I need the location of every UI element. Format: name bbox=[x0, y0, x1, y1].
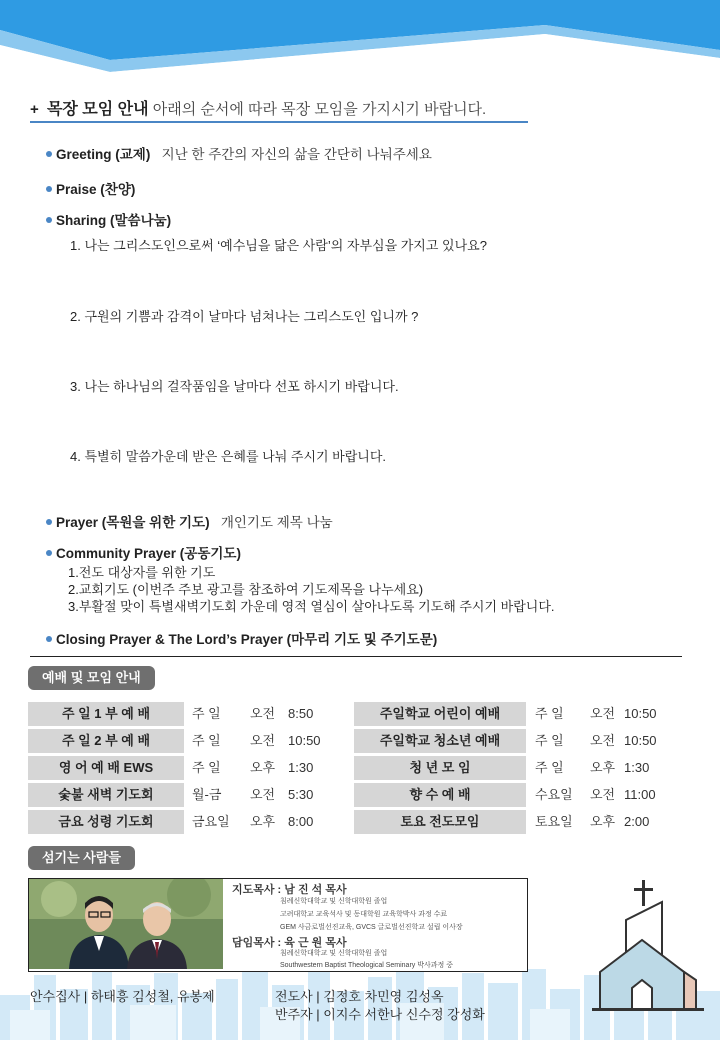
schedule-title: 예배 및 모임 안내 bbox=[28, 666, 155, 690]
closing-label: Closing Prayer & The Lord’s Prayer (마무리 기도 및 주기도문) bbox=[56, 632, 438, 647]
schedule-right-day-2: 주 일 bbox=[535, 733, 564, 748]
schedule-right-day-4: 수요일 bbox=[535, 787, 573, 802]
schedule-left-day-2: 주 일 bbox=[192, 733, 221, 748]
schedule-right-name-1: 주일학교 어린이 예배 bbox=[354, 702, 526, 726]
plus-icon: + bbox=[30, 101, 39, 118]
schedule-left-day-1: 주 일 bbox=[192, 706, 221, 721]
community-prayer-2: 2.교회기도 (이번주 주보 광고를 참조하여 기도제목을 나누세요) bbox=[68, 582, 424, 597]
schedule-left-name-3: 영 어 예 배 EWS bbox=[28, 756, 184, 780]
schedule-right-ampm-2: 오전 bbox=[590, 733, 616, 748]
schedule-right-name-3: 청 년 모 임 bbox=[354, 756, 526, 780]
community-prayer-1: 1.전도 대상자를 위한 기도 bbox=[68, 565, 216, 580]
schedule-left-ampm-3: 오후 bbox=[250, 760, 276, 775]
sharing-question-3: 3. 나는 하나님의 걸작품임을 날마다 선포 하시기 바랍니다. bbox=[70, 379, 399, 394]
schedule-left-day-3: 주 일 bbox=[192, 760, 221, 775]
footer-deacons: 안수집사 | 하태흥 김성철, 유봉제 bbox=[30, 989, 215, 1004]
community-prayer-3: 3.부활절 맞이 특별새벽기도회 가운데 영적 열심이 살아나도록 기도해 주시기 바랍니다. bbox=[68, 599, 555, 614]
schedule-right-ampm-3: 오후 bbox=[590, 760, 616, 775]
pastor2-heading: 담임목사 : 육 근 원 목사 bbox=[232, 937, 347, 949]
pastor1-line-1: 침례신학대학교 및 신학대학원 졸업 bbox=[280, 898, 388, 905]
schedule-right-time-4: 11:00 bbox=[624, 787, 656, 802]
schedule-right-day-5: 토요일 bbox=[535, 814, 573, 829]
schedule-right-day-1: 주 일 bbox=[535, 706, 564, 721]
schedule-right-time-5: 2:00 bbox=[624, 814, 650, 829]
bullet-icon bbox=[46, 186, 52, 192]
schedule-right-ampm-1: 오전 bbox=[590, 706, 616, 721]
schedule-right-time-2: 10:50 bbox=[624, 733, 657, 748]
schedule-left-day-4: 월-금 bbox=[192, 787, 222, 802]
schedule-left-time-3: 1:30 bbox=[288, 760, 314, 775]
section-underline bbox=[30, 121, 528, 123]
schedule-left-day-5: 금요일 bbox=[192, 814, 230, 829]
church-illustration bbox=[592, 880, 704, 1020]
praise-item bbox=[46, 178, 135, 198]
section-header bbox=[30, 96, 486, 119]
bullet-icon bbox=[46, 550, 52, 556]
greeting-item bbox=[46, 143, 432, 163]
sharing-question-4: 4. 특별히 말씀가운데 받은 은혜를 나눠 주시기 바랍니다. bbox=[70, 449, 387, 464]
schedule-right-name-2: 주일학교 청소년 예배 bbox=[354, 729, 526, 753]
schedule-right-name-4: 향 수 예 배 bbox=[354, 783, 526, 807]
praise-label: Praise (찬양) bbox=[56, 182, 136, 197]
sharing-item bbox=[46, 209, 171, 229]
schedule-left-name-4: 숯불 새벽 기도회 bbox=[28, 783, 184, 807]
bullet-icon bbox=[46, 151, 52, 157]
pastor1-line-2: 고려대학교 교육석사 및 동대학원 교육학박사 과정 수료 bbox=[280, 911, 448, 918]
pastor1-heading: 지도목사 : 남 진 석 목사 bbox=[232, 884, 347, 896]
schedule-left-ampm-2: 오전 bbox=[250, 733, 276, 748]
prayer-desc: 개인기도 제목 나눔 bbox=[220, 515, 333, 530]
greeting-label: Greeting (교제) bbox=[56, 147, 151, 162]
schedule-left-name-5: 금요 성령 기도회 bbox=[28, 810, 184, 834]
section-description: 아래의 순서에 따라 목장 모임을 가지시기 바랍니다. bbox=[152, 101, 487, 118]
schedule-left-ampm-1: 오전 bbox=[250, 706, 276, 721]
bullet-icon bbox=[46, 217, 52, 223]
bullet-icon bbox=[46, 636, 52, 642]
schedule-right-time-3: 1:30 bbox=[624, 760, 650, 775]
schedule-right-name-5: 토요 전도모임 bbox=[354, 810, 526, 834]
footer-evangelists: 전도사 | 김정호 차민영 김성옥 bbox=[275, 989, 444, 1004]
closing-item bbox=[46, 628, 437, 648]
prayer-item bbox=[46, 511, 333, 531]
prayer-label: Prayer (목원을 위한 기도) bbox=[56, 515, 210, 530]
schedule-left-ampm-5: 오후 bbox=[250, 814, 276, 829]
schedule-right-time-1: 10:50 bbox=[624, 706, 657, 721]
bullet-icon bbox=[46, 519, 52, 525]
community-prayer-label: Community Prayer (공동기도) bbox=[56, 546, 241, 561]
pastor1-line-3: GEM 사금로벌선진교육, GVCS 글로벌선진학교 설립 이사장 bbox=[280, 924, 463, 931]
schedule-left-ampm-4: 오전 bbox=[250, 787, 276, 802]
schedule-left-time-5: 8:00 bbox=[288, 814, 314, 829]
schedule-left-name-1: 주 일 1 부 예 배 bbox=[28, 702, 184, 726]
community-prayer-item bbox=[46, 542, 241, 562]
schedule-left-name-2: 주 일 2 부 예 배 bbox=[28, 729, 184, 753]
schedule-right-day-3: 주 일 bbox=[535, 760, 564, 775]
divider bbox=[30, 656, 682, 657]
greeting-desc: 지난 한 주간의 자신의 삶을 간단히 나눠주세요 bbox=[161, 147, 432, 162]
header-banner bbox=[0, 0, 720, 100]
footer-accompanists: 반주자 | 이지수 서한나 신수정 강성화 bbox=[275, 1007, 485, 1022]
schedule-right-ampm-5: 오후 bbox=[590, 814, 616, 829]
sharing-label: Sharing (말씀나눔) bbox=[56, 213, 172, 228]
sharing-question-2: 2. 구원의 기쁨과 감격이 날마다 넘쳐나는 그리스도인 입니까 ? bbox=[70, 309, 419, 324]
section-title: 목장 모임 안내 bbox=[46, 101, 149, 118]
schedule-left-time-4: 5:30 bbox=[288, 787, 314, 802]
schedule-left-time-1: 8:50 bbox=[288, 706, 314, 721]
schedule-right-ampm-4: 오전 bbox=[590, 787, 616, 802]
pastor2-line-1: 침례신학대학교 및 신학대학원 졸업 bbox=[280, 950, 388, 957]
staff-title: 섬기는 사람들 bbox=[28, 846, 135, 870]
pastor2-line-2: Southwestern Baptist Theological Seminary 박사과정 중 bbox=[280, 962, 453, 969]
pastors-photo bbox=[29, 879, 223, 969]
sharing-question-1: 1. 나는 그리스도인으로써 ‘예수님을 닮은 사람’의 자부심을 가지고 있나요? bbox=[70, 238, 487, 253]
schedule-left-time-2: 10:50 bbox=[288, 733, 321, 748]
